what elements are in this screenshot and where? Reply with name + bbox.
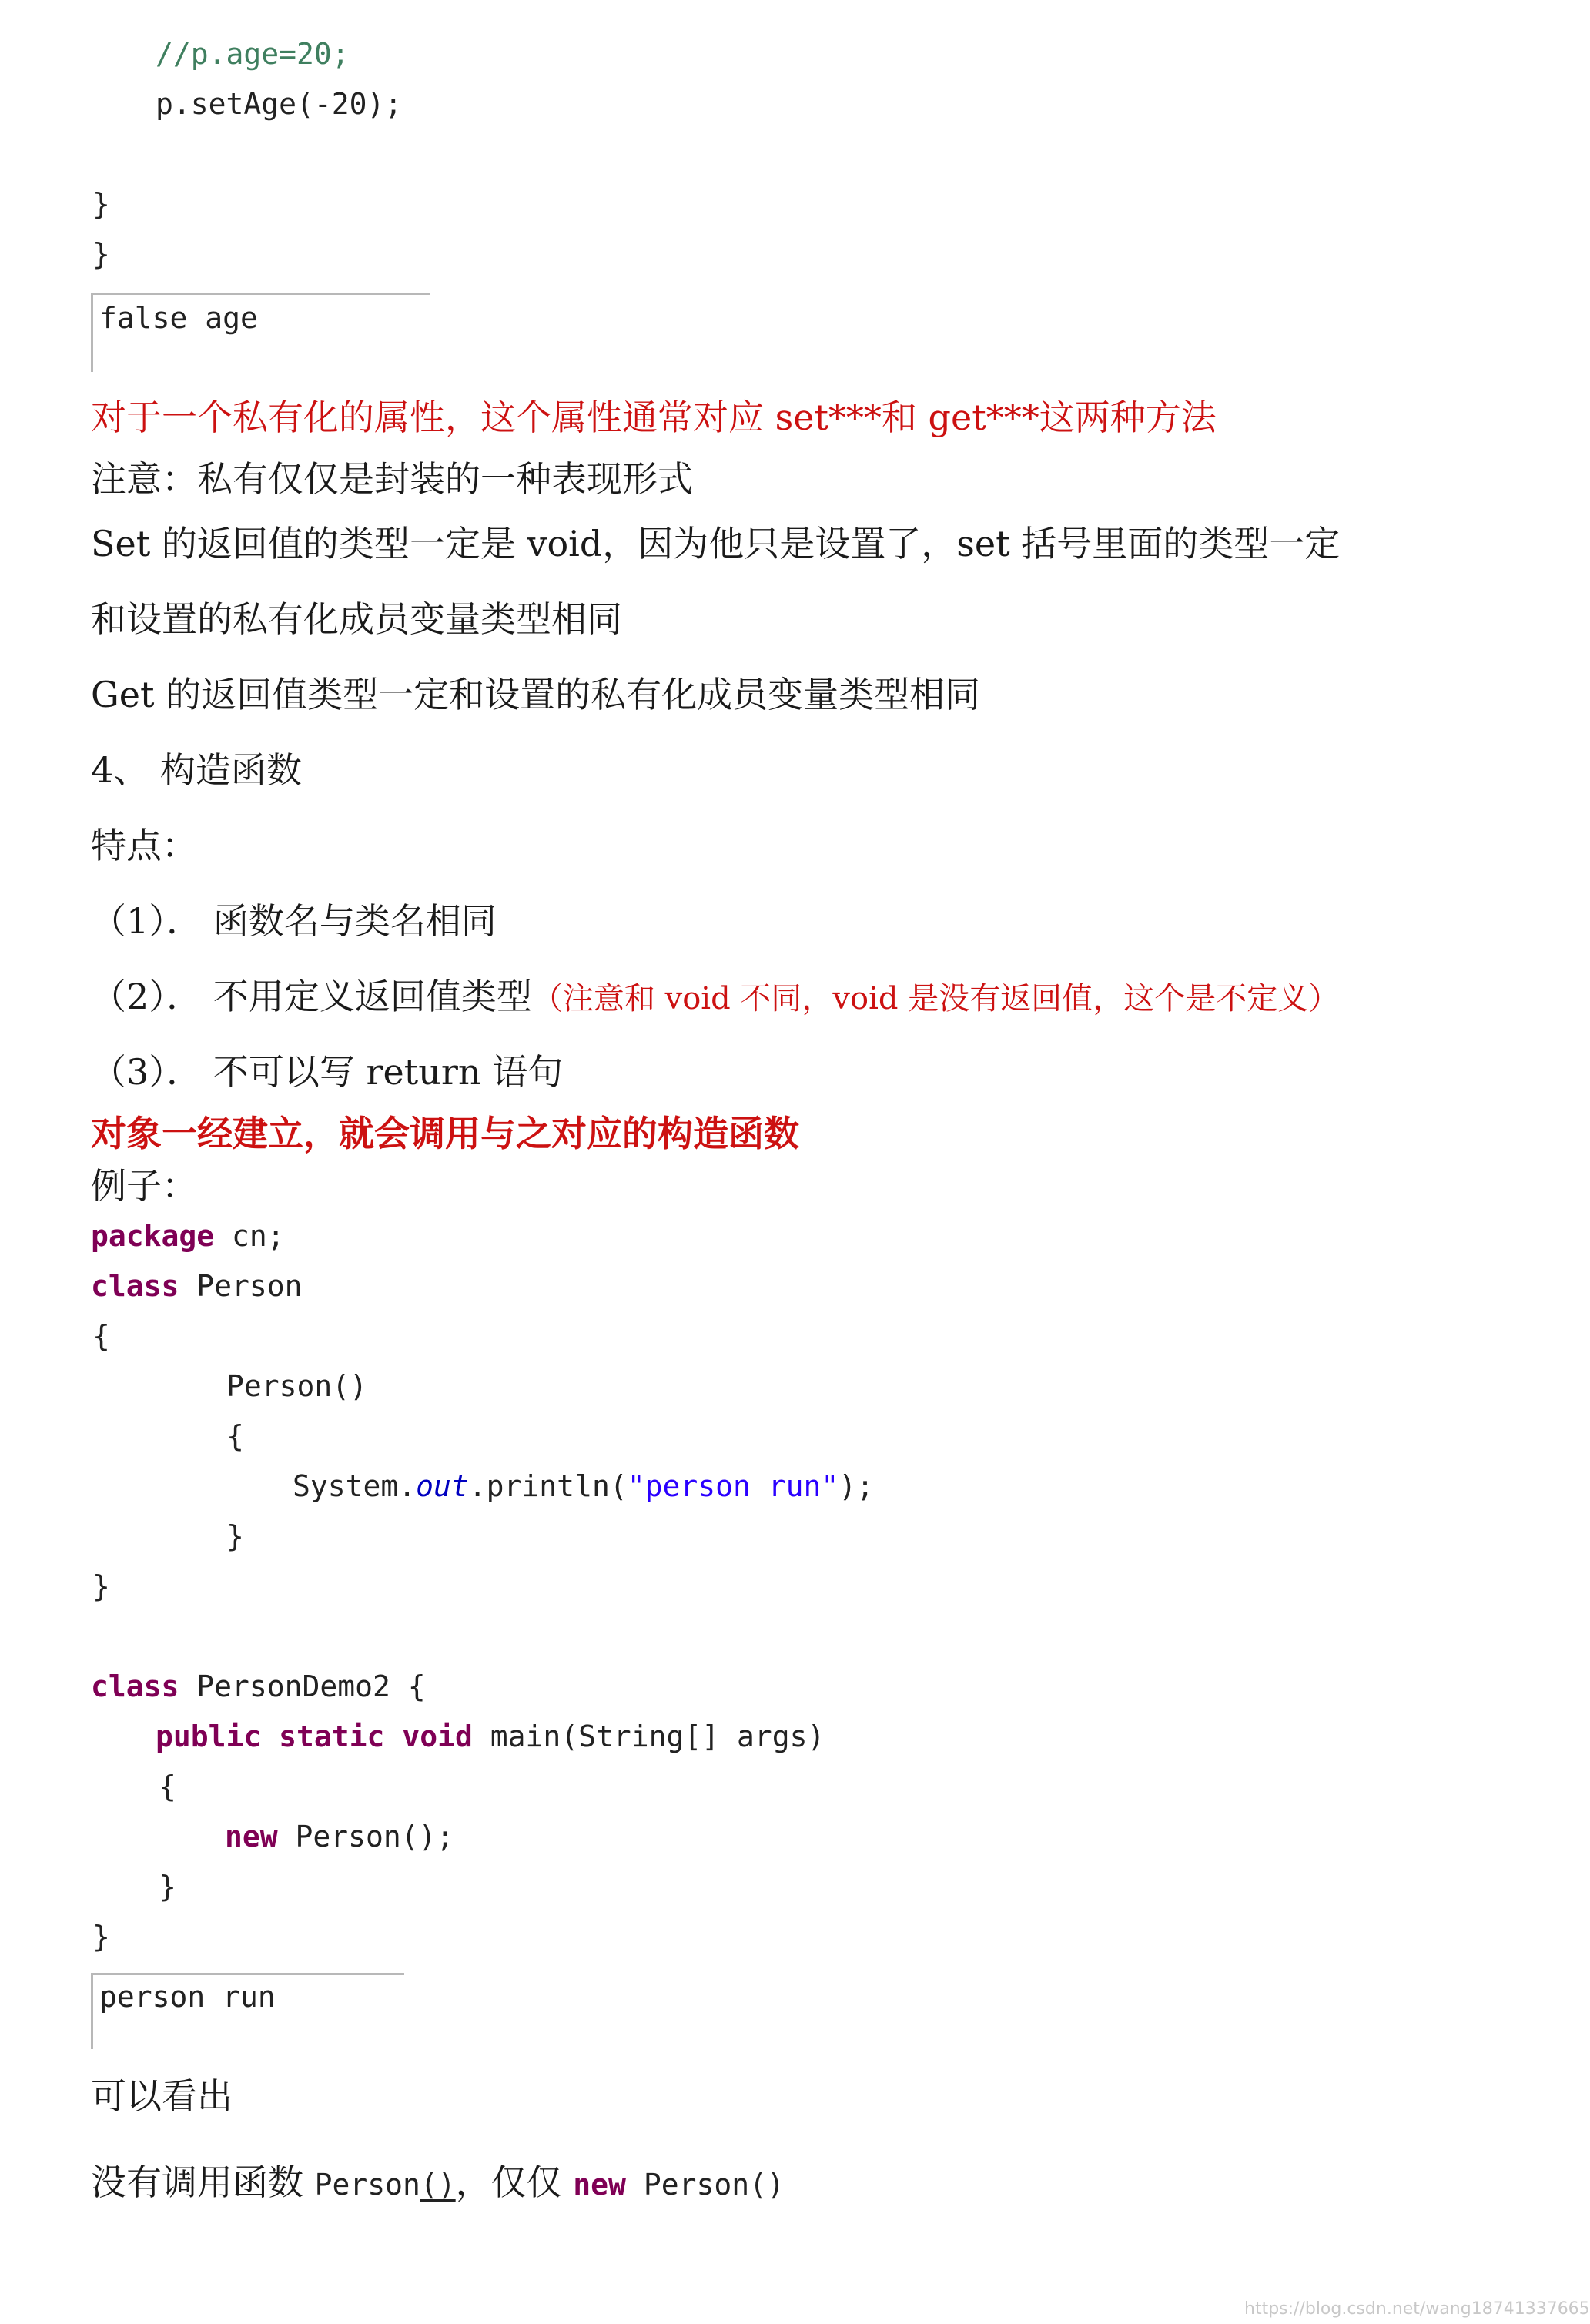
- code-package-line: package cn;: [91, 1219, 285, 1253]
- code-class-line: class Person: [91, 1269, 303, 1303]
- code-brace: {: [159, 1770, 176, 1803]
- code-new-line: new Person();: [225, 1820, 454, 1854]
- code-class2-line: class PersonDemo2 {: [91, 1669, 426, 1703]
- code-brace: }: [92, 237, 110, 271]
- bold-red-note: 对象一经建立，就会调用与之对应的构造函数: [91, 1113, 799, 1154]
- console-output-panel: [91, 1973, 404, 2049]
- section-title: 4、 构造函数: [91, 749, 302, 791]
- code-set-age-line: p.setAge(-20);: [156, 87, 403, 121]
- feature-item: （3）． 不可以写 return 语句: [91, 1051, 564, 1093]
- code-constructor: Person(): [226, 1369, 368, 1403]
- code-comment-line: //p.age=20;: [156, 37, 350, 71]
- code-brace: }: [226, 1519, 244, 1553]
- feature-note: （注意和 void 不同，void 是没有返回值，这个是不定义）: [531, 981, 1340, 1016]
- note-line: 注意：私有仅仅是封装的一种表现形式: [91, 458, 693, 500]
- feature-item: （2）． 不用定义返回值类型（注意和 void 不同，void 是没有返回值，这个是不定义）: [91, 976, 1340, 1017]
- code-brace: {: [226, 1419, 244, 1453]
- get-explanation-line: Get 的返回值类型一定和设置的私有化成员变量类型相同: [91, 674, 981, 715]
- conclusion-line: 可以看出: [91, 2075, 233, 2117]
- code-brace: }: [92, 1569, 110, 1603]
- console-output-panel: [91, 293, 430, 372]
- code-main-line: public static void main(String[] args): [156, 1720, 825, 1753]
- code-brace: }: [92, 187, 110, 221]
- conclusion-line: 没有调用函数 Person()，仅仅 new Person(): [91, 2162, 785, 2203]
- features-label: 特点：: [91, 825, 197, 866]
- console-output-text: false age: [99, 301, 258, 335]
- feature-item: （1）． 函数名与类名相同: [91, 900, 497, 942]
- console-output-text: person run: [99, 1980, 276, 2014]
- set-explanation-line: 和设置的私有化成员变量类型相同: [91, 598, 622, 640]
- red-note: 对于一个私有化的属性，这个属性通常对应 set***和 get***这两种方法: [91, 397, 1217, 438]
- code-brace: }: [92, 1920, 110, 1954]
- code-brace: {: [92, 1319, 110, 1353]
- example-label: 例子：: [91, 1165, 197, 1207]
- code-println-line: System.out.println("person run");: [293, 1469, 875, 1503]
- code-brace: }: [159, 1870, 176, 1904]
- watermark: https://blog.csdn.net/wang18741337665: [1244, 2299, 1590, 2319]
- set-explanation-line: Set 的返回值的类型一定是 void，因为他只是设置了，set 括号里面的类型一定: [91, 523, 1341, 564]
